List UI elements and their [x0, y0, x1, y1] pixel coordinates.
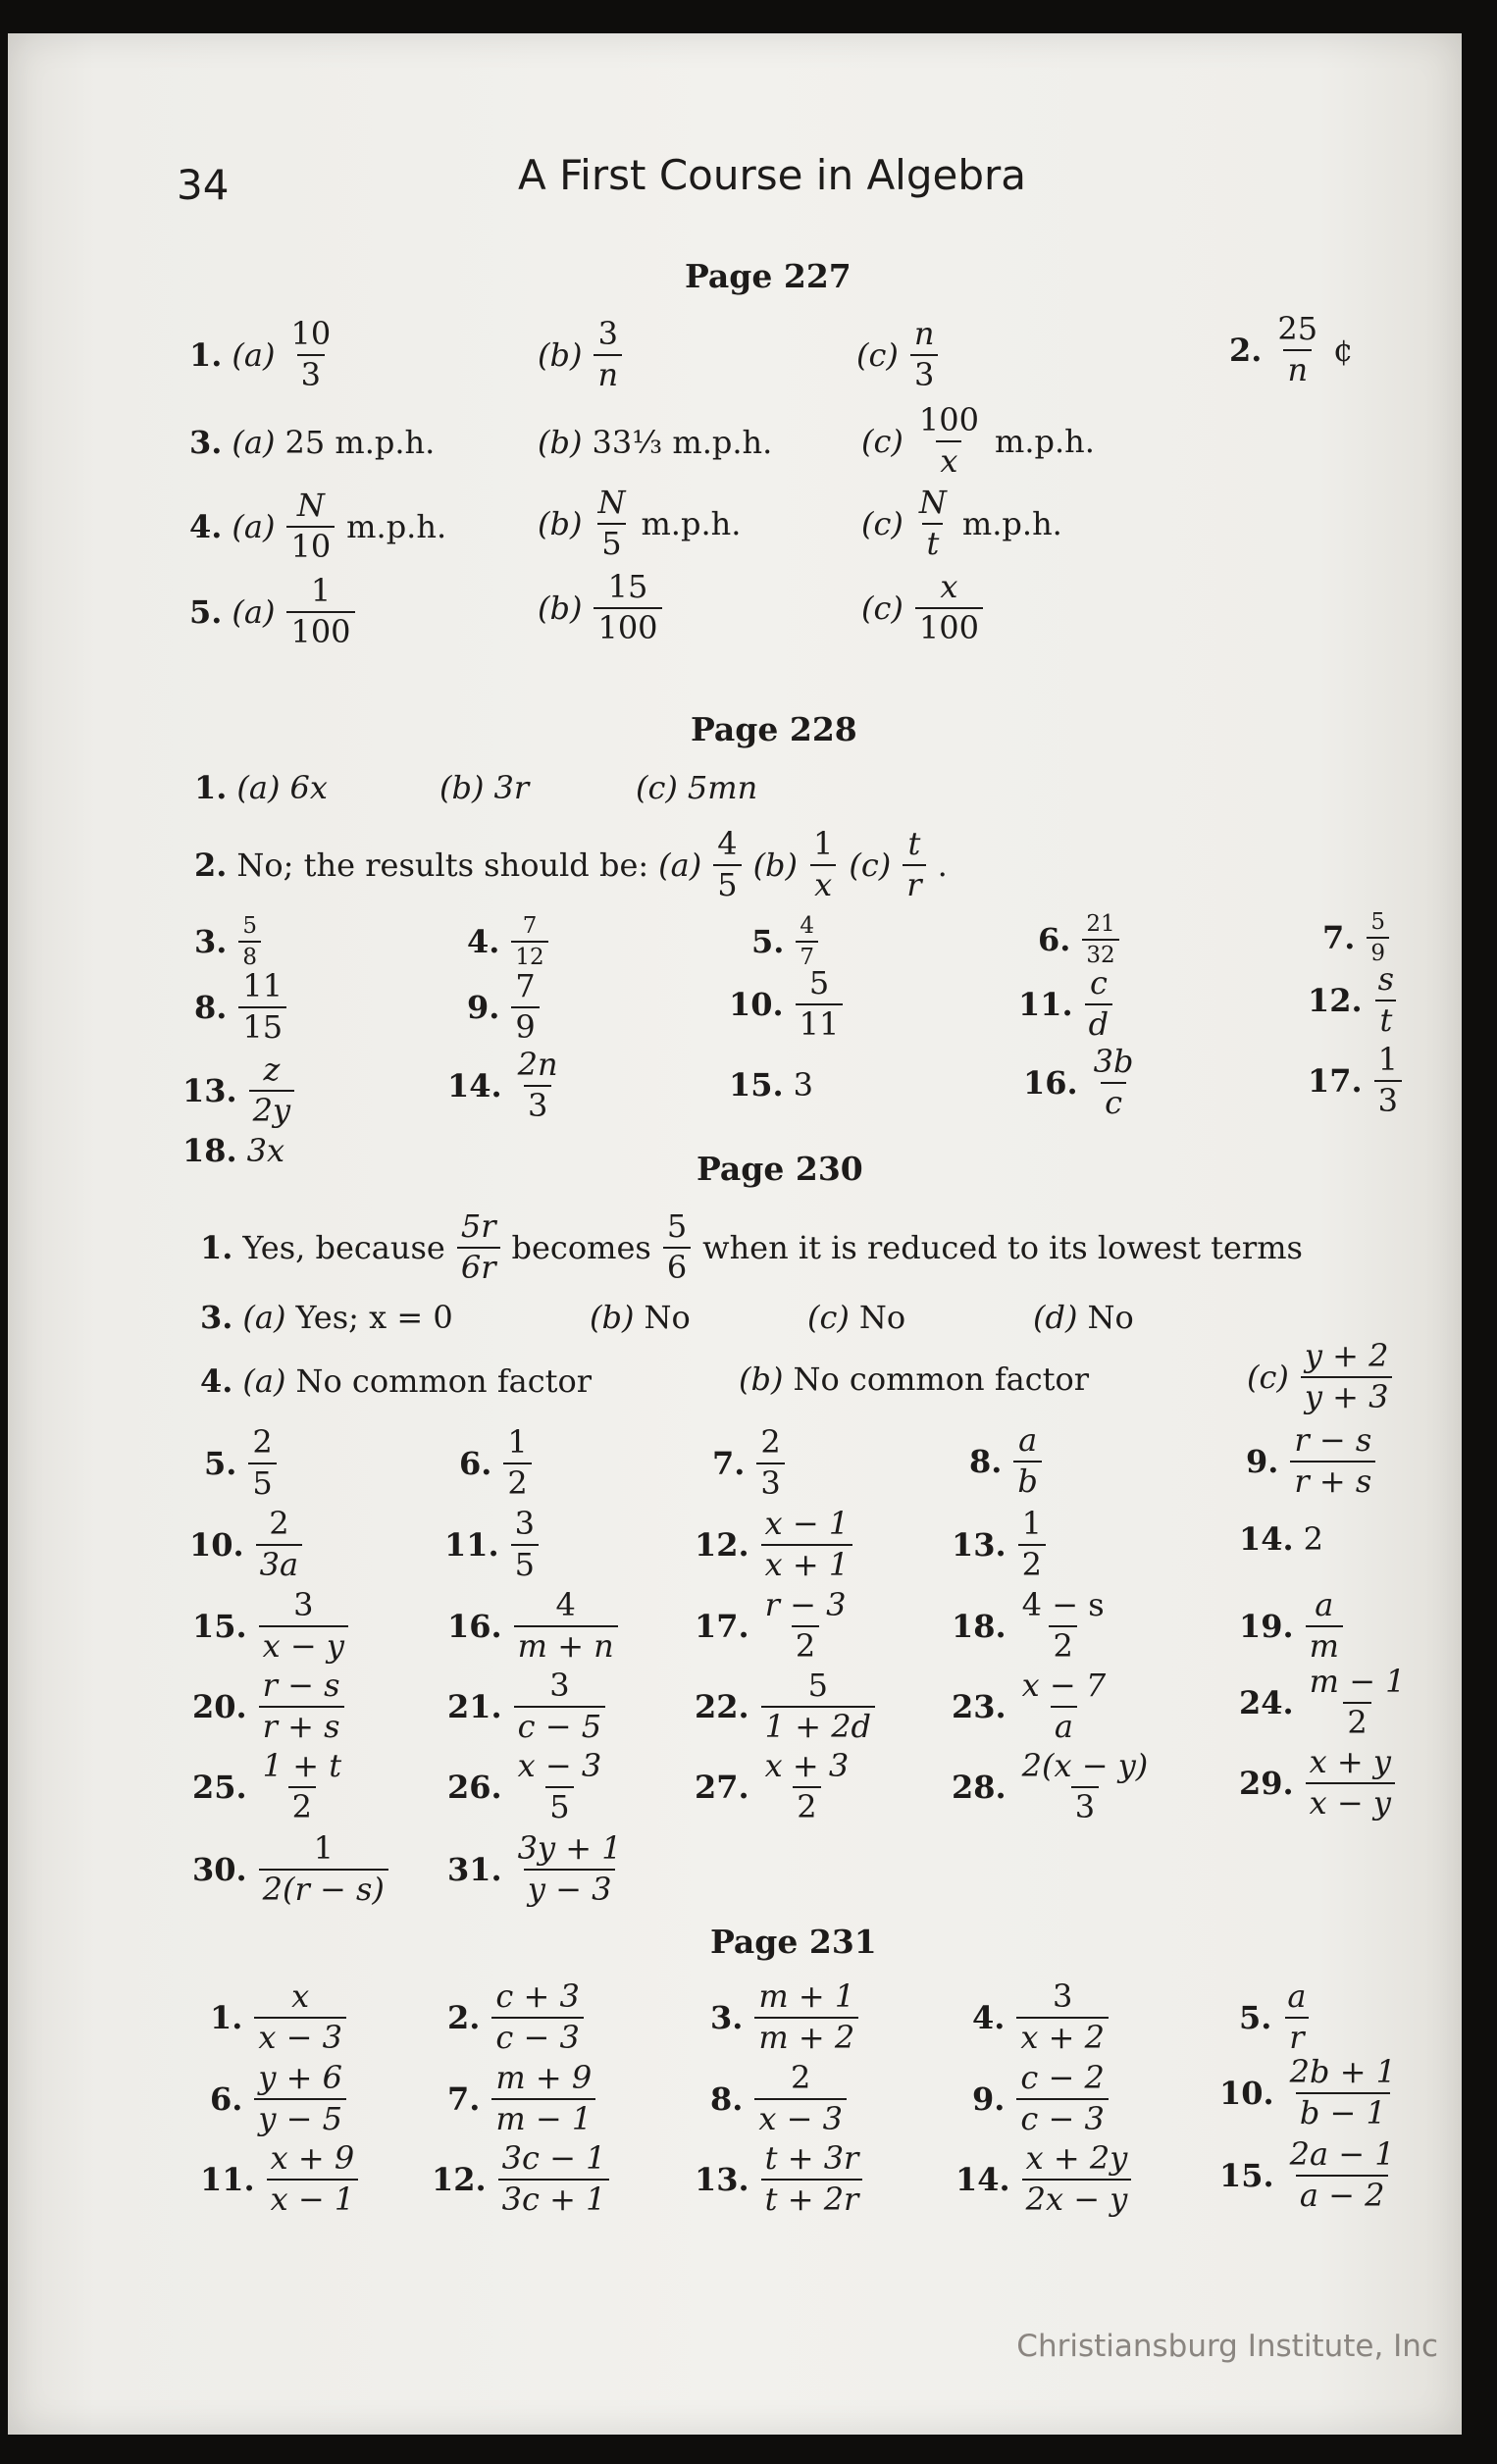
answer-227-5b: (b) $\frac{15}{100}$ — [538, 571, 664, 644]
answer-231-5: 5. $\frac{a}{r}$ — [1239, 1980, 1312, 2054]
answer-230-11: 11. $\frac{3}{5}$ — [444, 1508, 541, 1581]
answer-230-6: 6. $\frac{1}{2}$ — [459, 1426, 534, 1500]
fraction: $\frac{5}{11}$ — [796, 967, 844, 1041]
part-label: (a) — [232, 335, 276, 374]
fraction: $\frac{7}{12}$ — [511, 914, 547, 969]
fraction: $\frac{5r}{6r}$ — [457, 1210, 500, 1284]
answer-228-16: 16. $\frac{3b}{c}$ — [1023, 1046, 1140, 1119]
answer-230-3c: (c) No — [807, 1299, 906, 1336]
answer-230-9: 9. $\frac{r - s}{r + s}$ — [1246, 1424, 1377, 1498]
fraction: $\frac{15}{100}$ — [594, 571, 661, 644]
answer-231-11: 11. $\frac{x + 9}{x - 1}$ — [200, 2142, 360, 2216]
answer-228-7: 7. $\frac{5}{9}$ — [1322, 910, 1391, 965]
answer-228-2: 2. No; the results should be: (a) $\frac{4}{5}$ (b) $\frac{1}{x}$ (c) $\frac{t}{r}$ . — [194, 825, 948, 903]
answer-231-7: 7. $\frac{m + 9}{m - 1}$ — [447, 2062, 597, 2135]
answer-227-2: 2. $\frac{25}{n}$ ¢ — [1229, 310, 1354, 388]
answer-230-3d: (d) No — [1033, 1299, 1134, 1336]
fraction: $\frac{1}{3}$ — [1374, 1044, 1402, 1117]
answer-228-17: 17. $\frac{1}{3}$ — [1308, 1044, 1404, 1117]
answer-227-1c: (c) $\frac{n}{3}$ — [856, 318, 941, 391]
fraction: $\frac{3b}{c}$ — [1093, 1043, 1134, 1121]
answer-230-1: 1. Yes, because $\frac{5r}{6r}$ becomes $\frac{5}{6}$ when it is reduced to its lowest terms — [200, 1207, 1303, 1286]
fraction: $\frac{N}{10}$ — [286, 489, 335, 563]
answer-230-19: 19. $\frac{a}{m}$ — [1239, 1589, 1345, 1663]
fraction: $\frac{25}{n}$ — [1277, 310, 1318, 388]
answer-228-5: 5. $\frac{4}{7}$ — [751, 914, 820, 969]
answer-228-15: 15. 3 — [729, 1066, 814, 1104]
answer-231-13: 13. $\frac{t + 3r}{t + 2r}$ — [695, 2142, 864, 2216]
answer-231-10: 10. $\frac{2b + 1}{b - 1}$ — [1219, 2053, 1397, 2131]
answer-231-3: 3. $\frac{m + 1}{m + 2}$ — [710, 1980, 860, 2054]
fraction: $\frac{N}{5}$ — [597, 484, 626, 562]
fraction: $\frac{c}{d}$ — [1085, 967, 1112, 1041]
fraction: $\frac{3}{n}$ — [594, 318, 622, 391]
fraction: $\frac{1}{100}$ — [286, 575, 354, 648]
section-label-231: Page 231 — [710, 1923, 877, 1961]
answer-230-17: 17. $\frac{r - 3}{2}$ — [695, 1586, 847, 1665]
answer-231-2: 2. $\frac{c + 3}{c - 3}$ — [447, 1980, 586, 2054]
section-label-228: Page 228 — [691, 710, 857, 748]
answer-231-8: 8. $\frac{2}{x - 3}$ — [710, 2062, 849, 2135]
answer-227-1 — [189, 315, 336, 393]
answer-228-1b: (b) 3r — [439, 769, 530, 806]
answer-230-24: 24. $\frac{m - 1}{2}$ — [1239, 1663, 1406, 1741]
answer-228-1: 1. (a) 6x — [194, 769, 328, 806]
answer-230-4c: (c) $\frac{y + 2}{y + 3}$ — [1247, 1340, 1394, 1413]
answer-227-4b: (b) $\frac{N}{5}$ m.p.h. — [538, 484, 742, 562]
fraction: $\frac{4}{5}$ — [713, 828, 741, 901]
fraction: $\frac{11}{15}$ — [238, 970, 286, 1044]
fraction: $\frac{N}{t}$ — [918, 484, 947, 562]
answer-230-12: 12. $\frac{x - 1}{x + 1}$ — [695, 1508, 854, 1581]
fraction: $\frac{5}{6}$ — [663, 1210, 691, 1284]
answer-230-18: 18. $\frac{4 - s}{2}$ — [952, 1586, 1105, 1665]
answer-231-9: 9. $\frac{c - 2}{c - 3}$ — [972, 2062, 1110, 2135]
answer-227-4: 4. (a) $\frac{N}{10}$ m.p.h. — [189, 487, 447, 565]
section-label-230: Page 230 — [697, 1150, 863, 1188]
answer-230-26: 26. $\frac{x - 3}{5}$ — [447, 1747, 602, 1825]
answer-227-5: 5. (a) $\frac{1}{100}$ — [189, 575, 357, 648]
answer-231-4: 4. $\frac{3}{x + 2}$ — [972, 1980, 1110, 2054]
answer-231-15: 15. $\frac{2a - 1}{a - 2}$ — [1219, 2135, 1395, 2214]
answer-230-21: 21. $\frac{3}{c - 5}$ — [447, 1669, 607, 1743]
answer-228-3: 3. $\frac{5}{8}$ — [194, 914, 263, 969]
page-title: A First Course in Algebra — [518, 151, 1027, 199]
page-number: 34 — [177, 161, 230, 209]
answer-228-6: 6. $\frac{21}{32}$ — [1038, 912, 1121, 967]
answer-228-10: 10. $\frac{5}{11}$ — [729, 967, 845, 1041]
answer-230-5: 5. $\frac{2}{5}$ — [204, 1426, 279, 1500]
answer-230-29: 29. $\frac{x + y}{x - y}$ — [1239, 1746, 1397, 1820]
fraction: $\frac{t}{r}$ — [903, 828, 925, 901]
watermark-text: Christiansburg Institute, Inc — [1016, 2329, 1438, 2364]
book-page — [8, 33, 1462, 2435]
item-number: 1. — [189, 335, 223, 374]
answer-231-12: 12. $\frac{3c - 1}{3c + 1}$ — [432, 2142, 611, 2216]
answer-230-30: 30. $\frac{1}{2(r - s)}$ — [192, 1832, 390, 1906]
answer-230-22: 22. $\frac{5}{1 + 2d}$ — [695, 1669, 877, 1743]
answer-228-1c: (c) 5mn — [636, 769, 758, 806]
answer-230-27: 27. $\frac{x + 3}{2}$ — [695, 1747, 850, 1825]
answer-227-3c: (c) $\frac{100}{x}$ m.p.h. — [861, 401, 1095, 480]
answer-227-3: 3. (a) 25 m.p.h. — [189, 424, 436, 461]
answer-227-5c: (c) $\frac{x}{100}$ — [861, 571, 985, 644]
answer-230-20: 20. $\frac{r - s}{r + s}$ — [192, 1669, 346, 1743]
answer-228-4: 4. $\frac{7}{12}$ — [467, 914, 550, 969]
fraction: $\frac{2n}{3}$ — [517, 1046, 558, 1124]
answer-228-9: 9. $\frac{7}{9}$ — [467, 970, 542, 1044]
answer-230-3: 3. (a) Yes; x = 0 — [200, 1299, 453, 1336]
fraction: $\frac{5}{9}$ — [1367, 910, 1389, 965]
answer-228-12: 12. $\frac{s}{t}$ — [1308, 963, 1400, 1037]
fraction: $\frac{5}{8}$ — [238, 914, 261, 969]
answer-230-7: 7. $\frac{2}{3}$ — [712, 1426, 787, 1500]
answer-231-1: 1. $\frac{x}{x - 3}$ — [210, 1980, 348, 2054]
fraction: $\frac{s}{t}$ — [1374, 963, 1398, 1037]
answer-228-8: 8. $\frac{11}{15}$ — [194, 970, 288, 1044]
answer-230-4b: (b) No common factor — [739, 1360, 1090, 1398]
fraction: $\frac{7}{9}$ — [511, 970, 539, 1044]
answer-230-16: 16. $\frac{4}{m + n}$ — [447, 1589, 620, 1663]
fraction: $\frac{z}{2y}$ — [249, 1053, 294, 1127]
answer-230-25: 25. $\frac{1 + t}{2}$ — [192, 1747, 342, 1825]
answer-230-31: 31. $\frac{3y + 1}{y - 3}$ — [447, 1829, 622, 1908]
fraction: $\frac{x}{100}$ — [915, 571, 983, 644]
answer-228-13: 13. $\frac{z}{2y}$ — [182, 1053, 296, 1127]
answer-230-4: 4. (a) No common factor — [200, 1362, 593, 1400]
fraction: $\frac{1}{x}$ — [809, 828, 837, 901]
answer-228-11: 11. $\frac{c}{d}$ — [1018, 967, 1114, 1041]
fraction: $\frac{y + 2}{y + 3}$ — [1301, 1340, 1393, 1413]
answer-230-15: 15. $\frac{3}{x - y}$ — [192, 1589, 350, 1663]
answer-231-14: 14. $\frac{x + 2y}{2x - y}$ — [955, 2142, 1133, 2216]
fraction: $\frac{21}{32}$ — [1082, 912, 1118, 967]
answer-230-8: 8. $\frac{a}{b}$ — [969, 1424, 1044, 1498]
answer-230-10: 10. $\frac{2}{3a}$ — [189, 1508, 304, 1581]
answer-228-18: 18. 3x — [182, 1132, 285, 1169]
answer-231-6: 6. $\frac{y + 6}{y - 5}$ — [210, 2062, 348, 2135]
fraction: $\frac{n}{3}$ — [910, 318, 939, 391]
answer-230-3b: (b) No — [590, 1299, 691, 1336]
answer-227-3b: (b) 33⅓ m.p.h. — [538, 424, 773, 461]
fraction: $\frac{10}{3}$ — [290, 315, 332, 393]
fraction: $\frac{4}{7}$ — [796, 914, 818, 969]
answer-230-14: 14. 2 — [1239, 1520, 1324, 1558]
answer-230-23: 23. $\frac{x - 7}{a}$ — [952, 1667, 1107, 1745]
section-label-227: Page 227 — [685, 257, 852, 295]
answer-228-14: 14. $\frac{2n}{3}$ — [447, 1049, 564, 1122]
fraction: $\frac{100}{x}$ — [918, 401, 979, 480]
answer-227-1b: (b) $\frac{3}{n}$ — [538, 318, 624, 391]
answer-230-13: 13. $\frac{1}{2}$ — [952, 1508, 1048, 1581]
answer-227-4c: (c) $\frac{N}{t}$ m.p.h. — [861, 484, 1062, 562]
answer-230-28: 28. $\frac{2(x - y)}{3}$ — [952, 1747, 1149, 1825]
